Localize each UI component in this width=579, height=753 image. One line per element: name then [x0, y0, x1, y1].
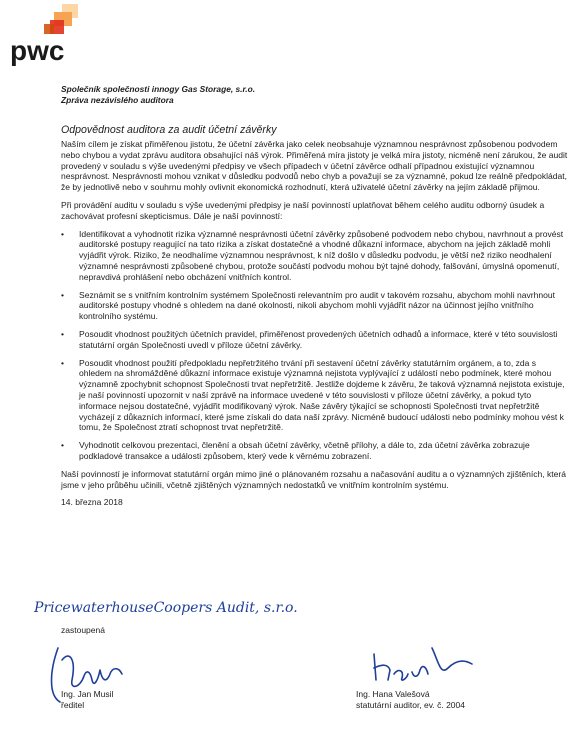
left-signatory — [61, 689, 113, 711]
section-title: Odpovědnost auditora za audit účetní závěrky — [61, 124, 277, 136]
right-signatory-role: statutární auditor, ev. č. 2004 — [356, 700, 465, 710]
firm-signature-text: PricewaterhouseCoopers Audit, s.r.o. — [34, 600, 298, 616]
report-body — [61, 139, 569, 508]
header-company: Společník společnosti innogy Gas Storage, s.r.o. — [61, 84, 256, 94]
duties-list — [61, 229, 569, 462]
right-signatory — [356, 689, 465, 711]
pwc-logo-text: pwc — [10, 35, 65, 66]
document-header — [61, 84, 255, 106]
duty-item: • Vyhodnotit celkovou prezentaci, členění a obsah účetní závěrky, včetně přílohy, a dále to, zda účetní závěrka zobrazuje podkladové transakce a události způsobem, který vede k věrnému zobrazení. — [61, 440, 569, 462]
header-report-name: Zpráva nezávislého auditora — [61, 95, 174, 105]
pwc-logo-mark — [10, 0, 80, 66]
duty-item: • Posoudit vhodnost použití předpokladu nepřetržitého trvání při sestavení účetní závěrky statutárním orgánem, a to, zda s ohledem na shromážděné důkazní informace existuje významná nejistota vyplývající z událostí nebo podmínek, které mohou významně zpochybnit schopnost Společnosti trvat nepřetržitě. Jestliže dojdeme k závěru, že taková významná nejistota existuje, je naší povinností upozornit v naší zprávě na informace uvedené v této souvislosti v příloze účetní závěrky, a pokud tyto informace nejsou dostatečné, vyjádřit modifikovaný výrok. Naše závěry týkající se schopnosti Společnosti trvat nepřetržitě vycházejí z důkazních informací, které jsme získali do data naší zprávy. Nicméně budoucí události nebo podmínky mohou vést k tomu, že Společnost ztratí schopnost trvat nepřetržitě. — [61, 358, 569, 434]
paragraph-duties-intro: Při provádění auditu v souladu s výše uvedenými předpisy je naší povinností uplatňovat během celého auditu odborný úsudek a zachovávat profesní skepticismus. Dále je naší povinností: — [61, 199, 545, 221]
firm-signature — [30, 592, 330, 622]
paragraph-goal: Naším cílem je získat přiměřenou jistotu, že účetní závěrka jako celek neobsahuje významnou nesprávnost způsobenou podvodem nebo chybou a vydat zprávu auditora obsahující náš výrok. Přiměřená míra jistoty je velká míra jistoty, nicméně není zárukou, že audit provedený v souladu s výše uvedenými předpisy ve všech případech v účetní závěrce odhalí případnou existující významnou nesprávnost. Nesprávnosti mohou vznikat v důsledku podvodů nebo chyb a považují se za významné, pokud lze reálně předpokládat, že by jednotlivě nebo v souhrnu mohly ovlivnit ekonomická rozhodnutí, která uživatelé účetní závěrky na jejím základě přijmou. — [61, 139, 568, 193]
duty-item: • Seznámit se s vnitřním kontrolním systémem Společnosti relevantním pro audit v takovém rozsahu, abychom mohli navrhnout auditorské postupy vhodné s ohledem na dané okolnosti, nikoli abychom mohli vyjádřit názor na účinnost jejího vnitřního kontrolního systému. — [61, 290, 569, 322]
right-signatory-name: Ing. Hana Valešová — [356, 689, 430, 699]
duty-item: • Posoudit vhodnost použitých účetních pravidel, přiměřenost provedených účetních odhadů a informace, které v této souvislosti statutární orgán Společnosti uvedl v příloze účetní závěrky. — [61, 329, 569, 351]
report-date: 14. března 2018 — [61, 497, 123, 508]
left-signatory-name: Ing. Jan Musil — [61, 689, 114, 699]
paragraph-communication: Naší povinností je informovat statutární orgán mimo jiné o plánovaném rozsahu a načasování auditu a o významných zjištěních, která jsme v jeho průběhu učinili, včetně zjištěných významných nedostatků ve vnitřním kontrolním systému. — [61, 468, 567, 490]
represented-by-label: zastoupená — [61, 625, 105, 635]
left-signatory-role: ředitel — [61, 700, 85, 710]
right-handwritten-signature — [368, 640, 478, 690]
duty-item: • Identifikovat a vyhodnotit rizika významné nesprávnosti účetní závěrky způsobené podvodem nebo chybou, navrhnout a provést auditorské postupy reagující na tato rizika a získat dostatečné a vhodné důkazní informace, abychom na jejich základě mohli vyjádřit výrok. Riziko, že neodhalíme významnou nesprávnost, k níž došlo v důsledku podvodu, je větší než riziko neodhalení významné nesprávnosti způsobené chybou, protože součástí podvodu mohou být tajné dohody, falšování, úmyslná opomenutí, nepravdivá prohlášení nebo obcházení vnitřních kontrol. — [61, 229, 569, 283]
pwc-logo — [10, 0, 80, 66]
